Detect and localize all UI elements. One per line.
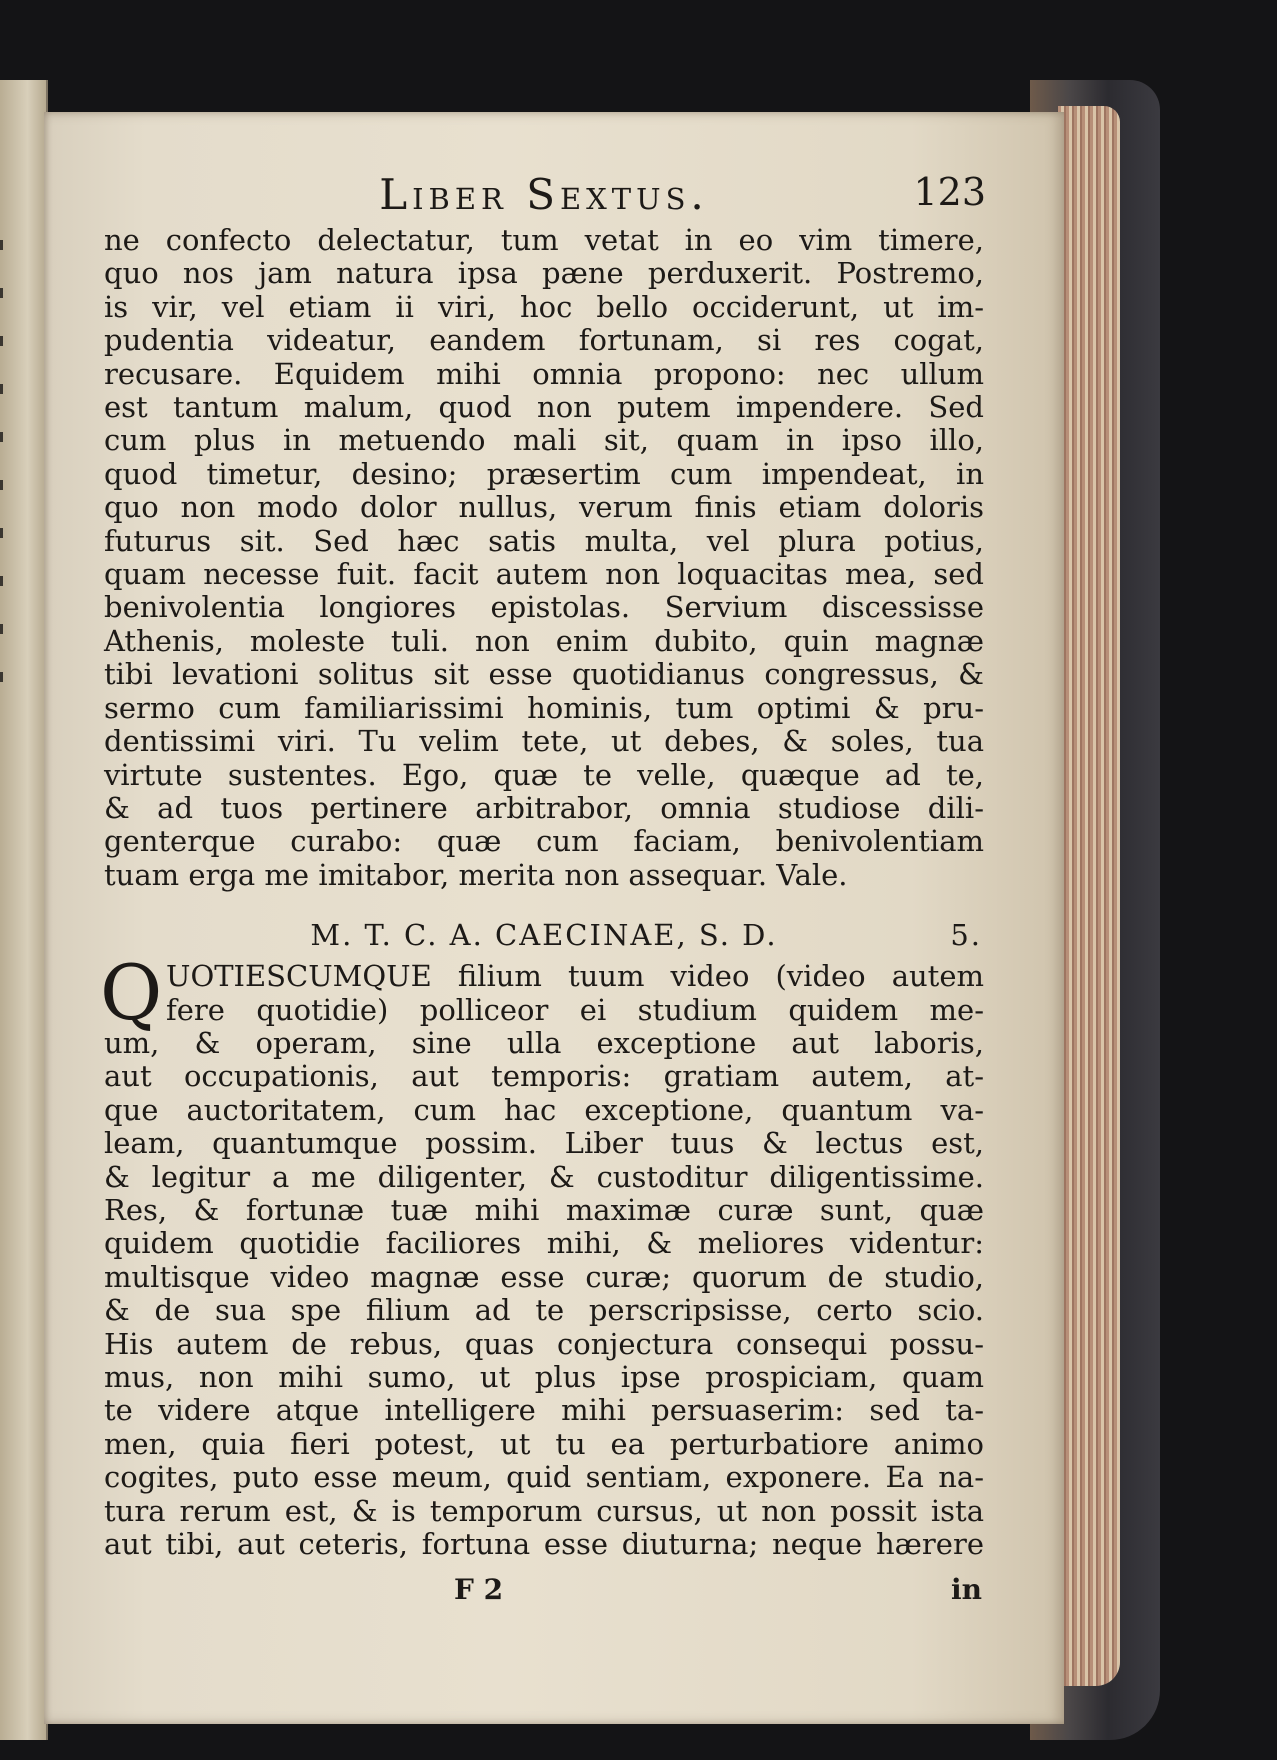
text-line: & ad tuos pertinere arbitrabor, omnia studiose dili- <box>104 790 984 825</box>
signature-mark: F 2 <box>454 1573 504 1607</box>
text-line: sermo cum familiarissimi hominis, tum optimi & pru- <box>104 690 984 725</box>
previous-page-edge <box>0 80 48 1740</box>
page-edges <box>1058 106 1120 1686</box>
text-line: quo non modo dolor nullus, verum finis etiam doloris <box>104 490 984 525</box>
text-line: cum plus in metuendo mali sit, quam in ipso illo, <box>104 423 984 458</box>
letter-body <box>100 948 984 1562</box>
text-line: multisque video magnæ esse curæ; quorum de studio, <box>104 1259 984 1294</box>
book-page <box>44 112 1064 1724</box>
drop-cap: Q <box>100 948 163 1038</box>
page-number: 123 <box>913 170 986 214</box>
text-line: ne confecto delectatur, tum vetat in eo vim timere, <box>104 223 984 257</box>
text-line: & legitur a me diligenter, & custoditur diligentissime. <box>104 1159 984 1194</box>
text-line: quo nos jam natura ipsa pæne perduxerit. Postremo, <box>104 256 984 291</box>
previous-page-text-fragments <box>0 240 14 720</box>
text-line: Athenis, moleste tuli. non enim dubito, quin magnæ <box>104 623 984 658</box>
text-line: & de sua spe filium ad te perscripsisse, certo scio. <box>104 1293 984 1328</box>
running-head <box>104 164 984 224</box>
text-line: te videre atque intelligere mihi persuaserim: sed ta- <box>104 1393 984 1428</box>
text-line: is vir, vel etiam ii viri, hoc bello occiderunt, ut im- <box>104 289 984 324</box>
text-line: tibi levationi solitus sit esse quotidianus congressus, & <box>104 657 984 692</box>
text-line: mus, non mihi sumo, ut plus ipse prospiciam, quam <box>104 1360 984 1394</box>
text-line: tuam erga me imitabor, merita non assequar. Vale. <box>104 857 848 892</box>
text-line: Res, & fortunæ tuæ mihi maximæ curæ sunt, quæ <box>104 1192 984 1227</box>
text-line: tura rerum est, & is temporum cursus, ut non possit ista <box>104 1493 984 1528</box>
text-line: quidem quotidie faciliores mihi, & meliores videntur: <box>104 1226 984 1261</box>
text-line: que auctoritatem, cum hac exceptione, quantum va- <box>104 1092 984 1127</box>
text-line: men, quia fieri potest, ut tu ea perturbatiore animo <box>104 1426 984 1461</box>
page-footer <box>104 1567 984 1617</box>
text-line: genterque curabo: quæ cum faciam, benivolentiam <box>104 824 984 859</box>
text-line: recusare. Equidem mihi omnia propono: nec ullum <box>104 356 984 391</box>
letter-salutation: M. T. C. A. CAECINAE, S. D. <box>310 918 778 953</box>
text-line: aut occupationis, aut temporis: gratiam autem, at- <box>104 1059 984 1094</box>
text-line: UOTIESCUMQUE filium tuum video (video autem <box>166 959 984 994</box>
book-spread <box>0 40 1277 1760</box>
text-line: cogites, puto esse meum, quid sentiam, exponere. Ea na- <box>104 1460 984 1495</box>
text-line: pudentia videatur, eandem fortunam, si res cogat, <box>104 323 984 358</box>
text-line: um, & operam, sine ulla exceptione aut laboris, <box>104 1025 984 1060</box>
text-line: dentissimi viri. Tu velim tete, ut debes, & soles, tua <box>104 724 984 759</box>
text-line: virtute sustentes. Ego, quæ te velle, quæque ad te, <box>104 757 984 792</box>
text-line: quam necesse fuit. facit autem non loquacitas mea, sed <box>104 557 984 592</box>
text-line: est tantum malum, quod non putem impendere. Sed <box>104 390 984 425</box>
letter-continuation <box>104 224 984 892</box>
text-line: benivolentia longiores epistolas. Servium discessisse <box>104 590 984 625</box>
text-block <box>100 164 986 1617</box>
text-line: futurus sit. Sed hæc satis multa, vel plura potius, <box>104 523 984 558</box>
letter-number: 5. <box>950 918 982 953</box>
text-line: leam, quantumque possim. Liber tuus & lectus est, <box>104 1126 984 1161</box>
page-title: Liber Sextus. <box>379 170 709 219</box>
text-line: quod timetur, desino; præsertim cum impendeat, in <box>104 456 984 491</box>
text-line: fere quotidie) polliceor ei studium quidem me- <box>166 992 984 1027</box>
text-line: His autem de rebus, quas conjectura consequi possu- <box>104 1326 984 1361</box>
text-line: aut tibi, aut ceteris, fortuna esse diuturna; neque hærere <box>104 1527 984 1562</box>
catchword: in <box>951 1573 982 1607</box>
letter-heading <box>104 904 984 960</box>
